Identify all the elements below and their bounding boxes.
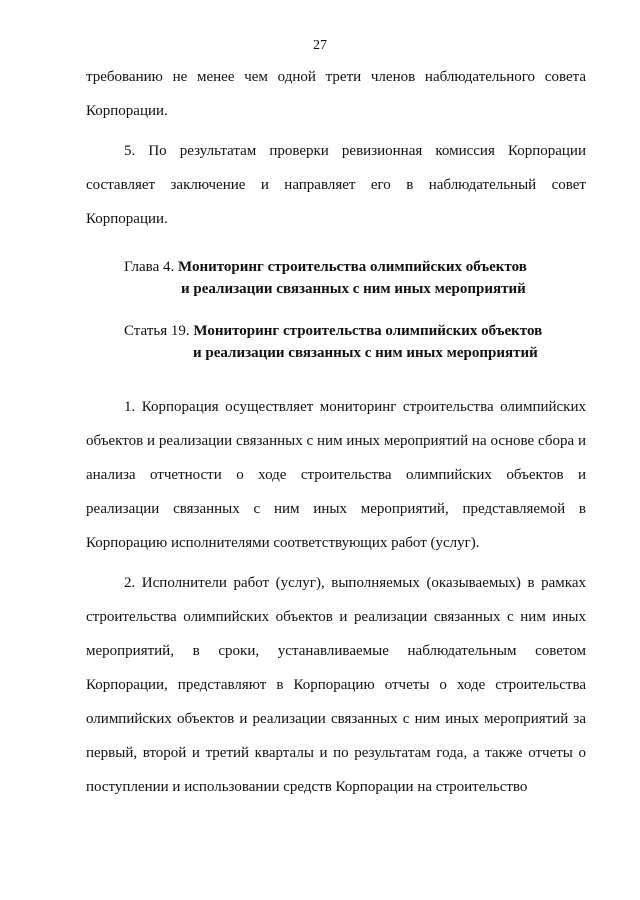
paragraph-item-5: 5. По результатам проверки ревизионная комиссия Корпорации составляет заключение и направляет его в наблюдательный совет Корпорации. (86, 143, 586, 227)
document-body (86, 60, 586, 804)
article-title-line1: Мониторинг строительства олимпийских объектов (193, 323, 543, 339)
article-title-line2: и реализации связанных с ним иных мероприятий (193, 345, 538, 361)
chapter-title-line1: Мониторинг строительства олимпийских объектов (177, 259, 527, 275)
paragraph-item-2: 2. Исполнители работ (услуг), выполняемых (оказываемых) в рамках строительства олимпийских объектов и реализации связанных с ним иных мероприятий, в сроки, устанавливаемые наблюдательным советом Корпорации, представляют в Корпорацию отчеты о ходе строительства олимпийских объектов и реализации связанных с ним иных мероприятий за первый, второй и третий кварталы и по результатам года, а также отчеты о поступлении и использовании средств Корпорации на строительство (86, 575, 586, 795)
paragraph-item-1: 1. Корпорация осуществляет мониторинг строительства олимпийских объектов и реализации связанных с ним иных мероприятий на основе сбора и анализа отчетности о ходе строительства олимпийских объектов и реализации связанных с ним иных мероприятий, представляемой в Корпорацию исполнителями соответствующих работ (услуг). (86, 399, 586, 551)
article-prefix: Статья 19. (124, 323, 190, 339)
chapter-prefix: Глава 4. (124, 259, 175, 275)
page-number: 27 (313, 38, 327, 53)
chapter-heading (86, 256, 586, 300)
chapter-title-line2: и реализации связанных с ним иных мероприятий (181, 281, 526, 297)
paragraph-continuation: требованию не менее чем одной трети членов наблюдательного совета Корпорации. (86, 69, 586, 119)
article-heading (86, 320, 586, 364)
